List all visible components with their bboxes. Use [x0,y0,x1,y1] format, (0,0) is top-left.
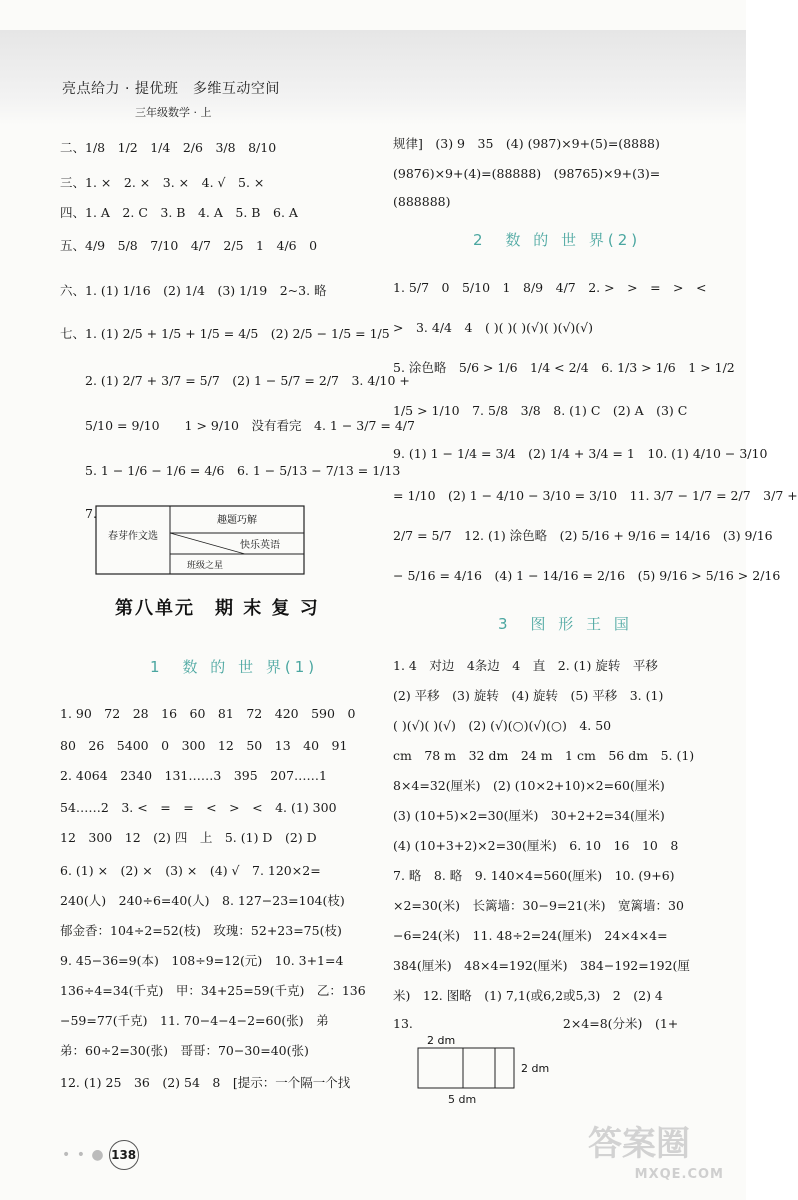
answer-line: 米) 12. 图略 (1) 7,1(或6,2或5,3) 2 (2) 4 [393,988,663,1003]
watermark-logo: 答案圈 [588,1124,690,1164]
figure-side-label: 2 dm [521,1062,550,1075]
answer-line: 2. 4064 2340 131……3 395 207……1 [60,768,328,783]
answer-line: 136÷4=34(千克) 甲：34+25=59(千克) 乙：136 [60,983,366,998]
answer-line: 5/10 = 9/10 1 > 9/10 没有看完 4. 1 − 3/7 = 4/7 [60,418,415,433]
answer-line: 5. 1 − 1/6 − 1/6 = 4/6 6. 1 − 5/13 − 7/13 = 1/13 [60,463,401,478]
fence-figure [417,1030,709,1092]
answer-line: 2. (1) 2/7 + 3/7 = 5/7 (2) 1 − 5/7 = 2/7 3. 4/10 + [60,373,410,388]
answer-line: 1. 4 对边 4条边 4 直 2. (1) 旋转 平移 [393,658,658,673]
answer-line: 13. 2×4=8(分米) (1+ [393,1016,679,1031]
answer-line: 六、1. (1) 1/16 (2) 1/4 (3) 1/19 2~3. 略 [60,283,327,298]
answer-line: ×2=30(米) 长篱墙：30−9=21(米) 宽篱墙：30 [393,898,684,913]
section-title: 3 图 形 王 国 [498,615,633,633]
section-title: 1 数 的 世 界(1) [150,658,319,676]
answer-line: > 3. 4/4 4 ( )( )( )(√)( )(√)(√) [393,320,594,335]
answer-line: 郁金香：104÷2=52(枝) 玫瑰：52+23=75(枝) [60,923,342,938]
magazine-table-lines [95,505,305,575]
answer-line: 80 26 5400 0 300 12 50 13 40 91 [60,738,348,753]
answer-line: −59=77(千克) 11. 70−4−4−2=60(张) 弟 [60,1013,329,1028]
answer-line: 四、1. A 2. C 3. B 4. A 5. B 6. A [60,205,298,220]
cell-b: 趣题巧解 [217,515,257,526]
answer-line: 2/7 = 5/7 12. (1) 涂色略 (2) 5/16 + 9/16 = 14/16 (3) 9/16 [393,528,773,543]
answer-line: 7. 略 8. 略 9. 140×4=560(厘米) 10. (9+6) [393,868,675,883]
answer-line: 5. 涂色略 5/6 > 1/6 1/4 < 2/4 6. 1/3 > 1/6 1 > 1/2 [393,360,735,375]
cell-c: 快乐英语 [240,540,280,551]
answer-line: 规律] (3) 9 35 (4) (987)×9+(5)=(8888) [393,136,660,151]
cell-d: 班级之星 [186,561,224,571]
section-title: 2 数 的 世 界(2) [473,231,642,249]
answer-line: cm 78 m 32 dm 24 m 1 cm 56 dm 5. (1) [393,748,695,763]
answer-line: (2) 平移 (3) 旋转 (4) 旋转 (5) 平移 3. (1) [393,688,664,703]
answer-line: ( )(√)( )(√) (2) (√)(○)(√)(○) 4. 50 [393,718,612,733]
answer-line: 384(厘米) 48×4=192(厘米) 384−192=192(厘 [393,958,690,973]
figure-bottom-label: 5 dm [448,1093,477,1106]
answer-line: 三、1. × 2. × 3. × 4. √ 5. × [60,175,265,190]
page-number: 138 [109,1140,139,1170]
answer-line: 12 300 12 (2) 四 上 5. (1) D (2) D [60,830,317,845]
answer-line: 9. 45−36=9(本) 108÷9=12(元) 10. 3+1=4 [60,953,344,968]
fence-figure-lines [417,1030,709,1092]
answer-line: 1/5 > 1/10 7. 5/8 3/8 8. (1) C (2) A (3) C [393,403,688,418]
answer-line: 七、1. (1) 2/5 + 1/5 + 1/5 = 4/5 (2) 2/5 − 1/5 = 1/5 [60,326,390,341]
answer-line: 9. (1) 1 − 1/4 = 3/4 (2) 1/4 + 3/4 = 1 10. (1) 4/10 − 3/10 [393,446,768,461]
cell-a: 春芽作文选 [108,531,158,542]
answer-line: 8×4=32(厘米) (2) (10×2+10)×2=60(厘米) [393,778,665,793]
page-footer [62,1140,139,1170]
footer-dots: • • ● [62,1147,105,1163]
answer-line: = 1/10 (2) 1 − 4/10 − 3/10 = 3/10 11. 3/7 − 1/7 = 2/7 3/7 + [393,488,798,503]
unit-title: 第八单元 期 末 复 习 [115,598,320,619]
answer-line: 7. [60,506,97,521]
answer-line: 6. (1) × (2) × (3) × (4) √ 7. 120×2= [60,863,321,878]
figure-top-label: 2 dm [427,1034,456,1047]
answer-line: (9876)×9+(4)=(88888) (98765)×9+(3)= [393,166,661,181]
answer-line: (888888) [393,194,451,209]
answer-line: (3) (10+5)×2=30(厘米) 30+2+2=34(厘米) [393,808,665,823]
header-subtitle: 三年级数学 · 上 [135,106,212,119]
watermark-url: MXQE.COM [634,1167,724,1182]
answer-line: 二、1/8 1/2 1/4 2/6 3/8 8/10 [60,140,277,155]
magazine-table [95,505,305,575]
answer-line: − 5/16 = 4/16 (4) 1 − 14/16 = 2/16 (5) 9/16 > 5/16 > 2/16 [393,568,781,583]
answer-line: (4) (10+3+2)×2=30(厘米) 6. 10 16 10 8 [393,838,679,853]
answer-line: 54……2 3. < = = < > < 4. (1) 300 [60,800,337,815]
answer-line: 240(人) 240÷6=40(人) 8. 127−23=104(枝) [60,893,345,908]
header-title: 亮点给力 · 提优班 多维互动空间 [62,81,280,97]
answer-line: 1. 5/7 0 5/10 1 8/9 4/7 2. > > = > < [393,280,707,295]
answer-line: 五、4/9 5/8 7/10 4/7 2/5 1 4/6 0 [60,238,318,253]
answer-line: −6=24(米) 11. 48÷2=24(厘米) 24×4×4= [393,928,668,943]
answer-line: 1. 90 72 28 16 60 81 72 420 590 0 [60,706,356,721]
answer-line: 12. (1) 25 36 (2) 54 8 [提示：一个隔一个找 [60,1075,351,1090]
answer-line: 弟：60÷2=30(张) 哥哥：70−30=40(张) [60,1043,309,1058]
